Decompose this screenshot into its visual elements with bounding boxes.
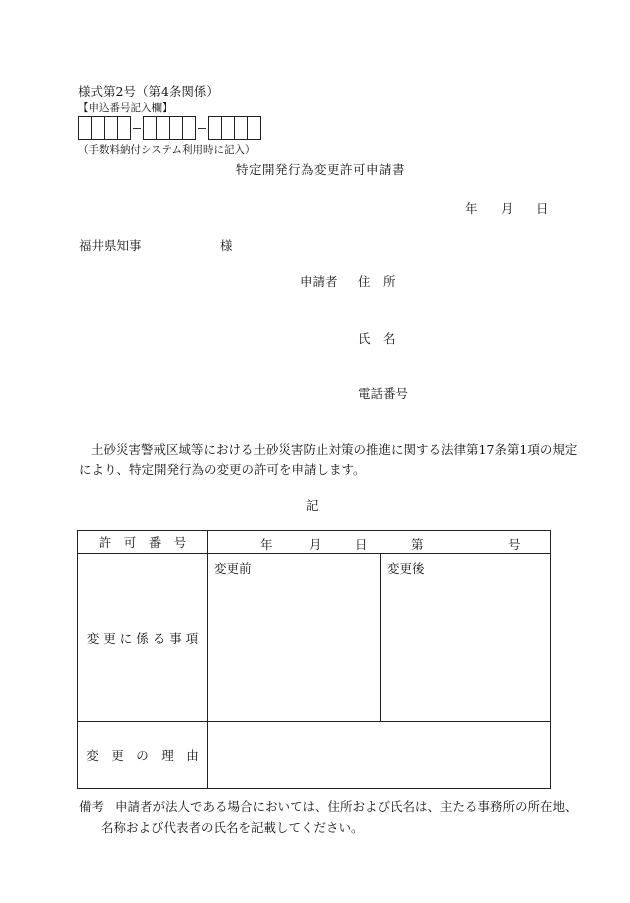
- dash-separator: [198, 128, 206, 129]
- application-number-note: （手数料納付システム利用時に記入）: [78, 144, 256, 156]
- reason-label: 変 更 の 理 由: [86, 748, 199, 763]
- remarks-line2: 名称および代表者の氏名を記載してください。: [101, 820, 364, 835]
- applicant-name-label: 氏 名: [358, 331, 396, 346]
- form-number: 様式第2号（第4条関係）: [78, 84, 219, 99]
- addressee-name: 福井県知事: [79, 238, 142, 253]
- change-items-cell: [208, 554, 551, 722]
- permit-date-day: 日: [355, 537, 368, 552]
- date-month: 月: [501, 201, 514, 216]
- permit-dai: 第: [411, 537, 424, 552]
- ki-heading: 記: [306, 498, 319, 513]
- permit-number-value-cell[interactable]: [208, 531, 551, 554]
- body-text-line2: により、特定開発行為の変更の許可を申請します。: [79, 462, 366, 477]
- application-number-group-1[interactable]: [78, 116, 131, 140]
- application-number-label: 【申込番号記入欄】: [78, 102, 173, 114]
- body-text-line1: 土砂災害警戒区域等における土砂災害防止対策の推進に関する法律第17条第1項の規定: [91, 442, 578, 457]
- before-change-field[interactable]: [208, 554, 380, 721]
- change-items-label: 変 更 に 係 る 事 項: [86, 630, 199, 646]
- applicant-label: 申請者: [300, 274, 338, 289]
- date-day: 日: [536, 201, 549, 216]
- change-items-label-cell: [78, 554, 208, 722]
- permit-date-year: 年: [260, 537, 273, 552]
- addressee-honorific: 様: [220, 238, 233, 253]
- before-label: 変更前: [214, 561, 252, 576]
- permit-go: 号: [508, 537, 521, 552]
- application-table: [77, 530, 551, 789]
- permit-number-label: 許 可 番 号: [98, 535, 187, 550]
- after-label: 変更後: [387, 561, 425, 576]
- application-number-boxes[interactable]: [78, 116, 261, 140]
- date-year: 年: [465, 201, 478, 216]
- applicant-phone-label: 電話番号: [358, 386, 409, 401]
- applicant-address-label: 住 所: [358, 274, 396, 289]
- permit-number-label-cell: [78, 531, 208, 554]
- application-number-group-3[interactable]: [208, 116, 261, 140]
- remarks-label: 備考: [79, 799, 105, 814]
- reason-field[interactable]: [208, 722, 551, 789]
- after-change-field[interactable]: [380, 554, 550, 721]
- permit-date-month: 月: [309, 537, 322, 552]
- dash-separator: [133, 128, 141, 129]
- reason-label-cell: [78, 722, 208, 789]
- application-number-group-2[interactable]: [143, 116, 196, 140]
- remarks-line1: 申請者が法人である場合においては、住所および氏名は、主たる事務所の所在地、: [115, 799, 578, 814]
- document-title: 特定開発行為変更許可申請書: [236, 162, 406, 177]
